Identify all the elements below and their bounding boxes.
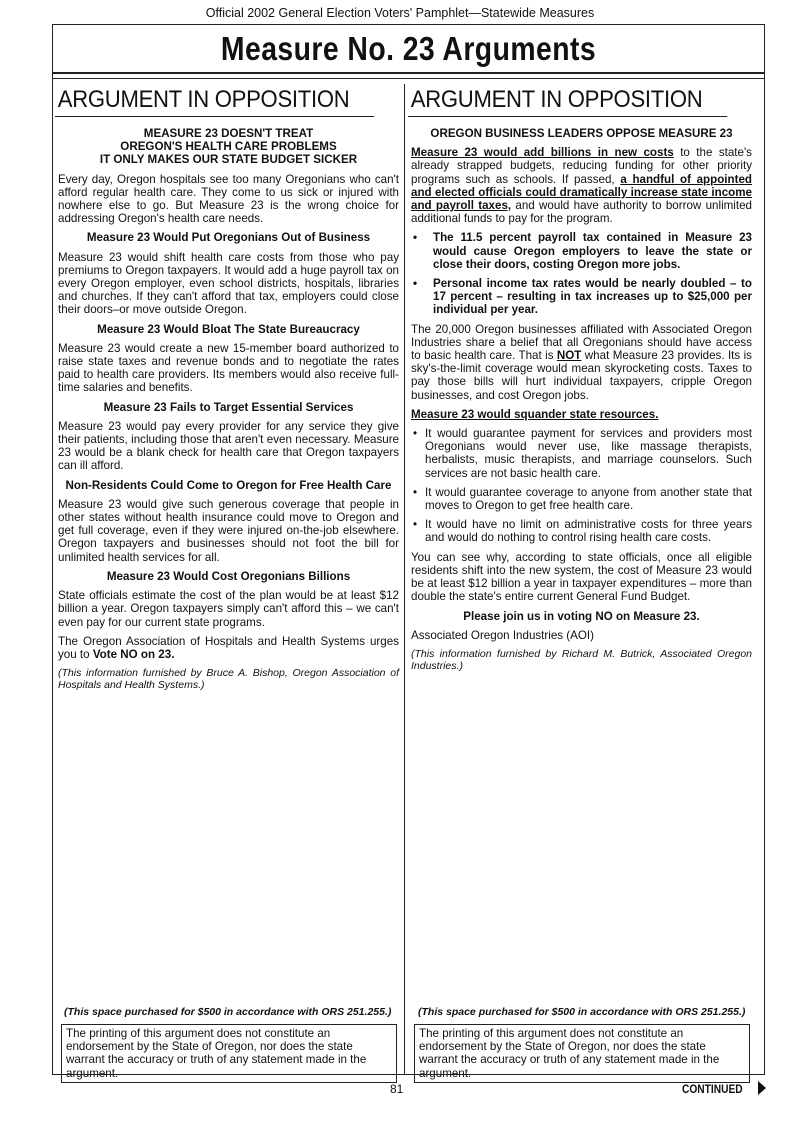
right-paragraph: The 20,000 Oregon businesses affiliated with Associated Oregon Industries share a belief that all Oregonians should have access to basic health care. That is NOT what Measure 23 provides. Its is sky's-the-limit coverage would mean skyrocketing costs. Taxes to pay those bills will hurt individual taxpayers, cripple Oregon businesses, and cost Oregon jobs. <box>411 322 752 402</box>
left-paragraph: Measure 23 would pay every provider for any service they give their patients, including those that aren't even necessary. Measure 23 would be a blank check for health care that Oregon taxpayers can ill afford. <box>58 419 399 473</box>
right-column-heading: ARGUMENT IN OPPOSITION <box>408 84 727 117</box>
left-disclaimer-box: The printing of this argument does not constitute an endorsement by the State of Oregon, nor does the state warrant the accuracy or truth of any statement made in the argument. <box>61 1024 397 1083</box>
right-column-body <box>408 117 755 672</box>
right-call-to-action: Please join us in voting NO on Measure 23. <box>463 609 700 623</box>
arrow-right-icon <box>758 1081 766 1095</box>
right-signature: Associated Oregon Industries (AOI) <box>411 628 595 642</box>
left-subheading: Measure 23 Would Bloat The State Bureaucracy <box>97 322 360 336</box>
left-subheading: Measure 23 Would Put Oregonians Out of Business <box>86 231 371 245</box>
right-paragraph: You can see why, according to state officials, once all eligible residents shift into the new system, the cost of Measure 23 would be at least $12 billion a year in taxpayer expenditures – more than double the state's entire current General Fund Budget. <box>411 550 752 604</box>
left-credit: (This information furnished by Bruce A. Bishop, Oregon Association of Hospitals and Health Systems.) <box>58 667 399 692</box>
left-paragraph: Measure 23 would shift health care costs from those who pay premiums to Oregon taxpayers. It would add a huge payroll tax on every Oregon employer, even school districts, hospitals, libraries and churches. If they can't afford that tax, employers could close their doors–or move outside Oregon. <box>58 250 399 317</box>
right-bold-bullet: • Personal income tax rates would be nearly doubled – to 17 percent – resulting in tax increases up to $25,000 per individual per year. <box>411 277 752 317</box>
right-bullet: • It would guarantee coverage to anyone from another state that moves to Oregon to get free health care. <box>411 486 752 512</box>
right-subheading: Measure 23 would squander state resources. <box>411 407 659 421</box>
right-bold-bullet: • The 11.5 percent payroll tax contained in Measure 23 would cause Oregon employers to leave the state or close their doors, costing Oregon more jobs. <box>411 231 752 271</box>
left-purchased-note: (This space purchased for $500 in accordance with ORS 251.255.) <box>64 1006 392 1018</box>
column-divider <box>404 84 405 1074</box>
right-intro-heading: OREGON BUSINESS LEADERS OPPOSE MEASURE 23 <box>430 127 733 140</box>
left-intro-heading: MEASURE 23 DOESN'T TREAT OREGON'S HEALTH CARE PROBLEMS IT ONLY MAKES OUR STATE BUDGET SICKER <box>99 127 358 167</box>
left-column-body <box>55 117 402 691</box>
page-number: 81 <box>390 1082 404 1096</box>
right-credit: (This information furnished by Richard M. Butrick, Associated Oregon Industries.) <box>411 647 752 672</box>
right-purchased-note: (This space purchased for $500 in accordance with ORS 251.255.) <box>418 1006 746 1018</box>
left-paragraph: Every day, Oregon hospitals see too many Oregonians who can't afford regular health care. They come to us sick or injured with nowhere else to go. But Measure 23 is the wrong choice for addressing Oregon's health care needs. <box>58 172 399 226</box>
right-paragraph: Measure 23 would add billions in new costs to the state's already strapped budgets, reducing funding for other priority programs such as schools. If passed, a handful of appointed and elected officials could dramatically increase state income and payroll taxes, and would have authority to borrow unlimited additional funds to pay for the program. <box>411 146 752 226</box>
left-paragraph: Measure 23 would give such generous coverage that people in other states without health insurance could move to Oregon and get full coverage, even if they were injured on-the-job elsewhere. Oregon taxpayers and businesses should not foot the bill for unlimited health services for all. <box>58 497 399 564</box>
left-subheading: Non-Residents Could Come to Oregon for Free Health Care <box>65 478 392 492</box>
right-argument-column <box>408 84 755 1074</box>
footer-rule <box>52 1074 765 1075</box>
left-closing-paragraph: The Oregon Association of Hospitals and Health Systems urges you to Vote NO on 23. <box>58 634 399 661</box>
left-paragraph: State officials estimate the cost of the plan would be at least $12 billion a year. Oregon taxpayers simply can't afford this – we can't even pay for our current state programs. <box>58 589 399 629</box>
left-column-heading: ARGUMENT IN OPPOSITION <box>55 84 374 117</box>
right-bullet: • It would guarantee payment for services and providers most Oregonians would never use, like massage therapists, herbalists, music therapists, and marriage counselors. Such services are not basic health care. <box>411 427 752 480</box>
left-subheading: Measure 23 Would Cost Oregonians Billions <box>106 569 351 583</box>
left-paragraph: Measure 23 would create a new 15-member board authorized to raise state taxes and revenue bonds and to negotiate the rates paid to health care providers. Its members would also receive full-time salaries and benefits. <box>58 341 399 395</box>
page-title: Measure No. 23 Arguments <box>220 30 597 67</box>
right-bullet: • It would have no limit on administrative costs for three years and would do nothing to control rising health care costs. <box>411 518 752 544</box>
left-argument-column <box>55 84 402 1074</box>
continued-label: CONTINUED <box>682 1082 743 1096</box>
pamphlet-header: Official 2002 General Election Voters' Pamphlet—Statewide Measures <box>205 6 595 20</box>
right-disclaimer-box: The printing of this argument does not constitute an endorsement by the State of Oregon, nor does the state warrant the accuracy or truth of any statement made in the argument. <box>414 1024 750 1083</box>
left-subheading: Measure 23 Fails to Target Essential Services <box>103 400 354 414</box>
title-rule-top <box>52 72 765 74</box>
title-rule-bottom <box>52 78 765 79</box>
